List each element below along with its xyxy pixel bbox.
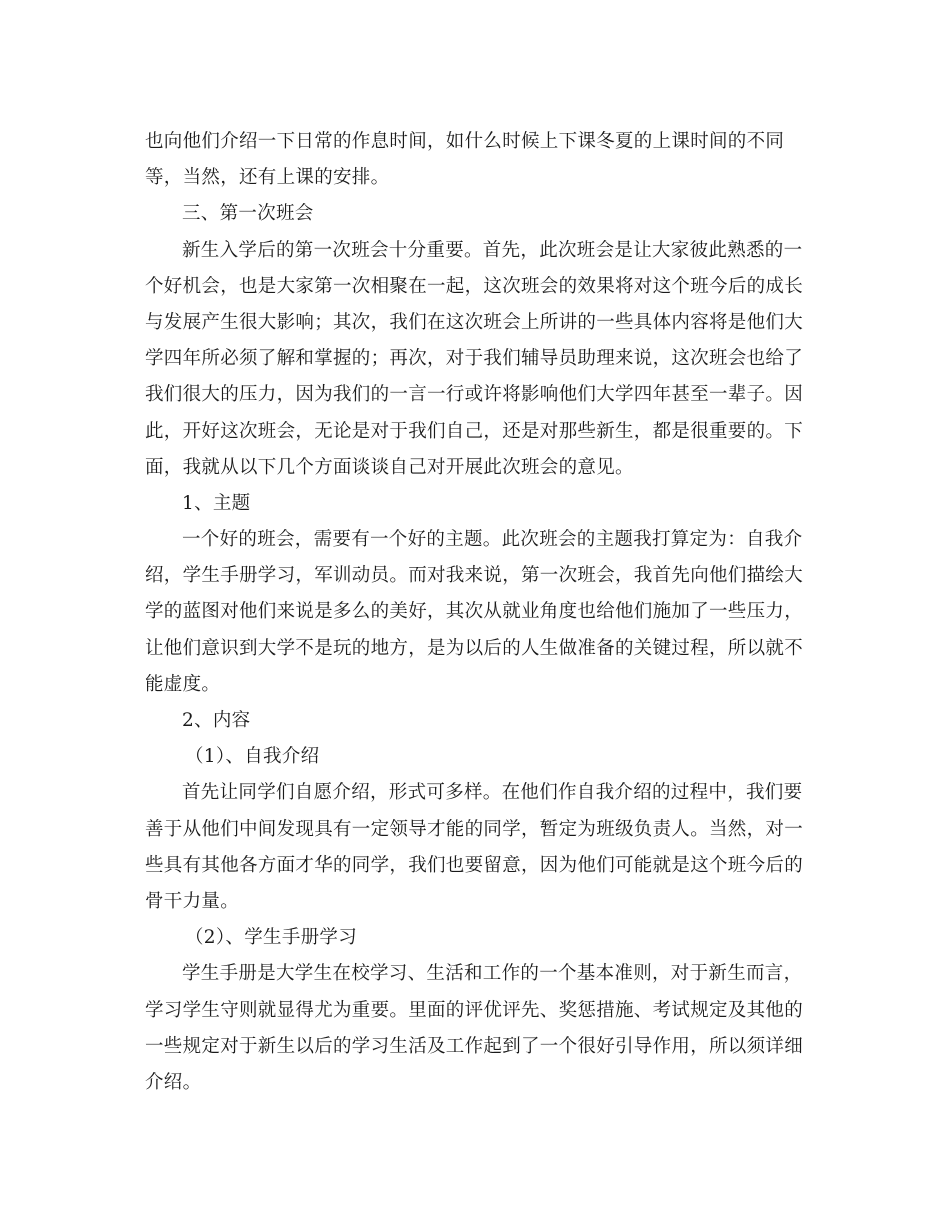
item-heading: （2）、学生手册学习 bbox=[185, 927, 358, 949]
paragraph-line: 绍，学生手册学习，军训动员。而对我来说，第一次班会，我首先向他们描绘大 bbox=[145, 565, 804, 587]
paragraph-line: 等，当然，还有上课的安排。 bbox=[145, 167, 390, 189]
paragraph-line: 个好机会，也是大家第一次相聚在一起，这次班会的效果将对这个班今后的成长 bbox=[145, 275, 804, 297]
item-heading: （1）、自我介绍 bbox=[185, 746, 320, 768]
paragraph-line: 面，我就从以下几个方面谈谈自己对开展此次班会的意见。 bbox=[145, 456, 634, 478]
paragraph-line: 一些规定对于新生以后的学习生活及工作起到了一个很好引导作用，所以须详细 bbox=[145, 1035, 804, 1057]
paragraph-line: 骨干力量。 bbox=[145, 890, 240, 912]
subsection-heading: 1、主题 bbox=[182, 492, 251, 514]
paragraph-line: 新生入学后的第一次班会十分重要。首先，此次班会是让大家彼此熟悉的一 bbox=[182, 239, 803, 261]
paragraph-line: 善于从他们中间发现具有一定领导才能的同学，暂定为班级负责人。当然，对一 bbox=[145, 818, 804, 840]
paragraph-line: 学习学生守则就显得尤为重要。里面的评优评先、奖惩措施、考试规定及其他的 bbox=[145, 999, 804, 1021]
paragraph-line: 一个好的班会，需要有一个好的主题。此次班会的主题我打算定为：自我介 bbox=[182, 529, 803, 551]
paragraph-line: 首先让同学们自愿介绍，形式可多样。在他们作自我介绍的过程中，我们要 bbox=[182, 782, 803, 804]
paragraph-line: 介绍。 bbox=[145, 1071, 202, 1093]
paragraph-line: 学生手册是大学生在校学习、生活和工作的一个基本准则，对于新生而言， bbox=[182, 963, 803, 985]
paragraph-line: 学的蓝图对他们来说是多么的美好，其次从就业角度也给他们施加了一些压力， bbox=[145, 601, 804, 623]
paragraph-line: 让他们意识到大学不是玩的地方，是为以后的人生做准备的关键过程，所以就不 bbox=[145, 637, 804, 659]
section-heading: 三、第一次班会 bbox=[182, 203, 314, 225]
paragraph-line: 学四年所必须了解和掌握的；再次，对于我们辅导员助理来说，这次班会也给了 bbox=[145, 348, 804, 370]
document-body bbox=[145, 124, 805, 1101]
paragraph-line: 也向他们介绍一下日常的作息时间，如什么时候上下课冬夏的上课时间的不同 bbox=[145, 131, 785, 152]
paragraph-line: 我们很大的压力，因为我们的一言一行或许将影响他们大学四年甚至一辈子。因 bbox=[145, 384, 804, 406]
paragraph-line: 些具有其他各方面才华的同学，我们也要留意，因为他们可能就是这个班今后的 bbox=[145, 854, 804, 876]
paragraph-line: 能虚度。 bbox=[145, 673, 221, 695]
subsection-heading: 2、内容 bbox=[182, 710, 251, 731]
paragraph-line: 与发展产生很大影响；其次，我们在这次班会上所讲的一些具体内容将是他们大 bbox=[145, 311, 804, 333]
paragraph-line: 此，开好这次班会，无论是对于我们自己，还是对那些新生，都是很重要的。下 bbox=[145, 420, 804, 442]
